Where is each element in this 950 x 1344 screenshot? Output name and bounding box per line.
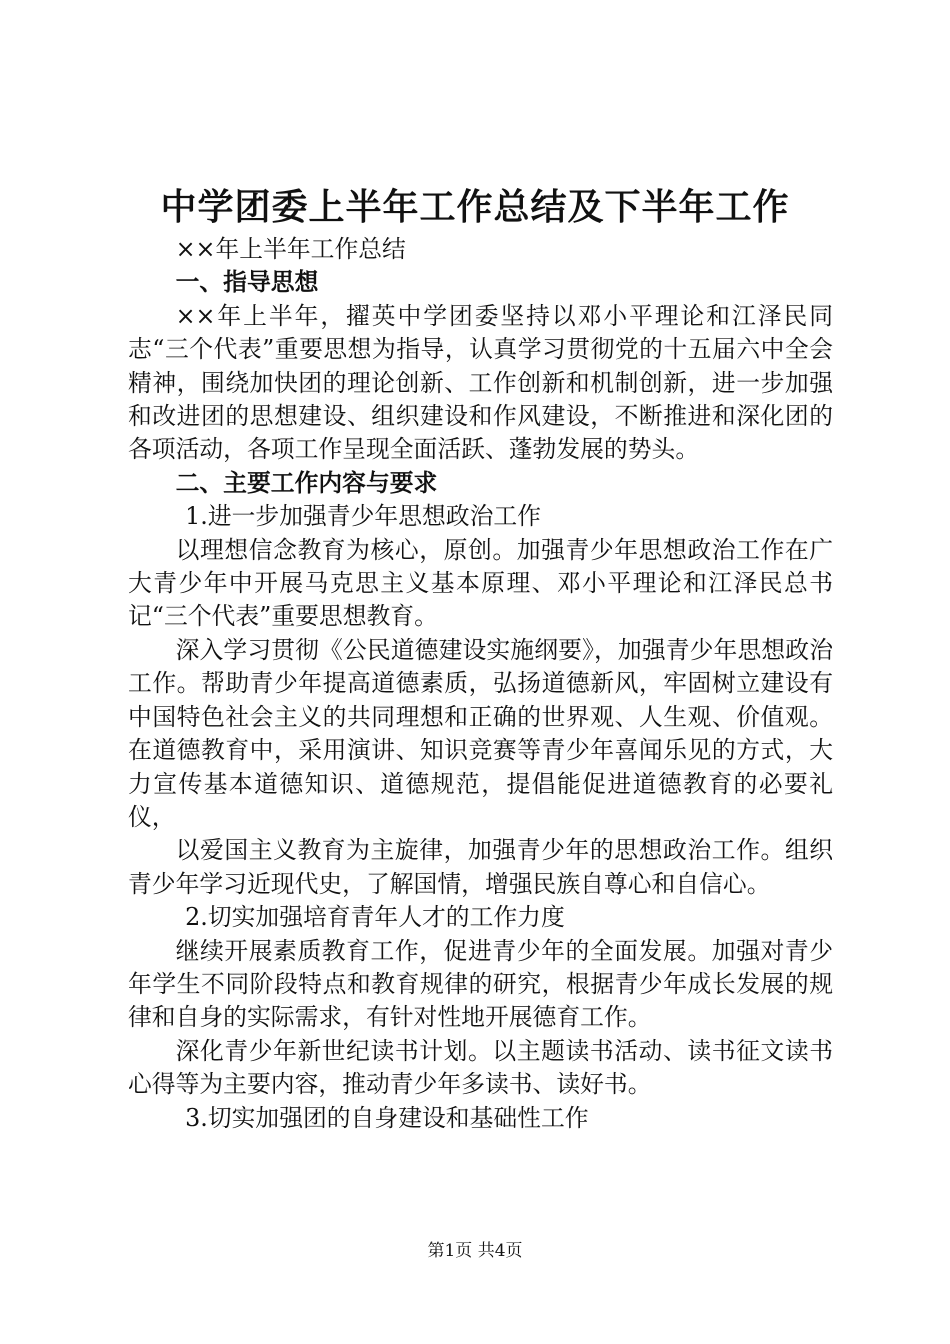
page-footer: 第1页 共4页	[427, 1241, 523, 1261]
section-heading: 二、主要工作内容与要求	[175, 468, 438, 497]
document-title: 中学团委上半年工作总结及下半年工作	[160, 187, 790, 228]
paragraph: 深化青少年新世纪读书计划。以主题读书活动、读书征文读书心得等为主要内容，推动青少年多读书、读好书。	[128, 1036, 833, 1099]
paragraph: 继续开展素质教育工作，促进青少年的全面发展。加强对青少年学生不同阶段特点和教育规律的研究，根据青少年成长发展的规律和自身的实际需求，有针对性地开展德育工作。	[128, 936, 833, 1032]
section-heading: 一、指导思想	[175, 268, 319, 297]
paragraph: 以理想信念教育为核心，原创。加强青少年思想政治工作在广大青少年中开展马克思主义基本原理、邓小平理论和江泽民总书记“三个代表”重要思想教育。	[128, 535, 833, 631]
paragraph: ××年上半年工作总结	[175, 235, 406, 263]
subsection-heading: 3.切实加强团的自身建设和基础性工作	[185, 1103, 589, 1132]
paragraph: 以爱国主义教育为主旋律，加强青少年的思想政治工作。组织青少年学习近现代史，了解国情，增强民族自尊心和自信心。	[128, 836, 833, 898]
paragraph: 深入学习贯彻《公民道德建设实施纲要》，加强青少年思想政治工作。帮助青少年提高道德素质，弘扬道德新风，牢固树立建设有中国特色社会主义的共同理想和正确的世界观、人生观、价值观。在道德教育中，采用演讲、知识竞赛等青少年喜闻乐见的方式，大力宣传基本道德知识、道德规范，提倡能促进道德教育的必要礼仪，	[128, 635, 833, 831]
subsection-heading: 1.进一步加强青少年思想政治工作	[185, 502, 541, 531]
subsection-heading: 2.切实加强培育青年人才的工作力度	[185, 903, 565, 932]
document-body	[128, 233, 833, 1135]
paragraph: ××年上半年，擢英中学团委坚持以邓小平理论和江泽民同志“三个代表”重要思想为指导，认真学习贯彻党的十五届六中全会精神，围绕加快团的理论创新、工作创新和机制创新，进一步加强和改进团的思想建设、组织建设和作风建设，不断推进和深化团的各项活动，各项工作呈现全面活跃、蓬勃发展的势头。	[128, 301, 833, 464]
